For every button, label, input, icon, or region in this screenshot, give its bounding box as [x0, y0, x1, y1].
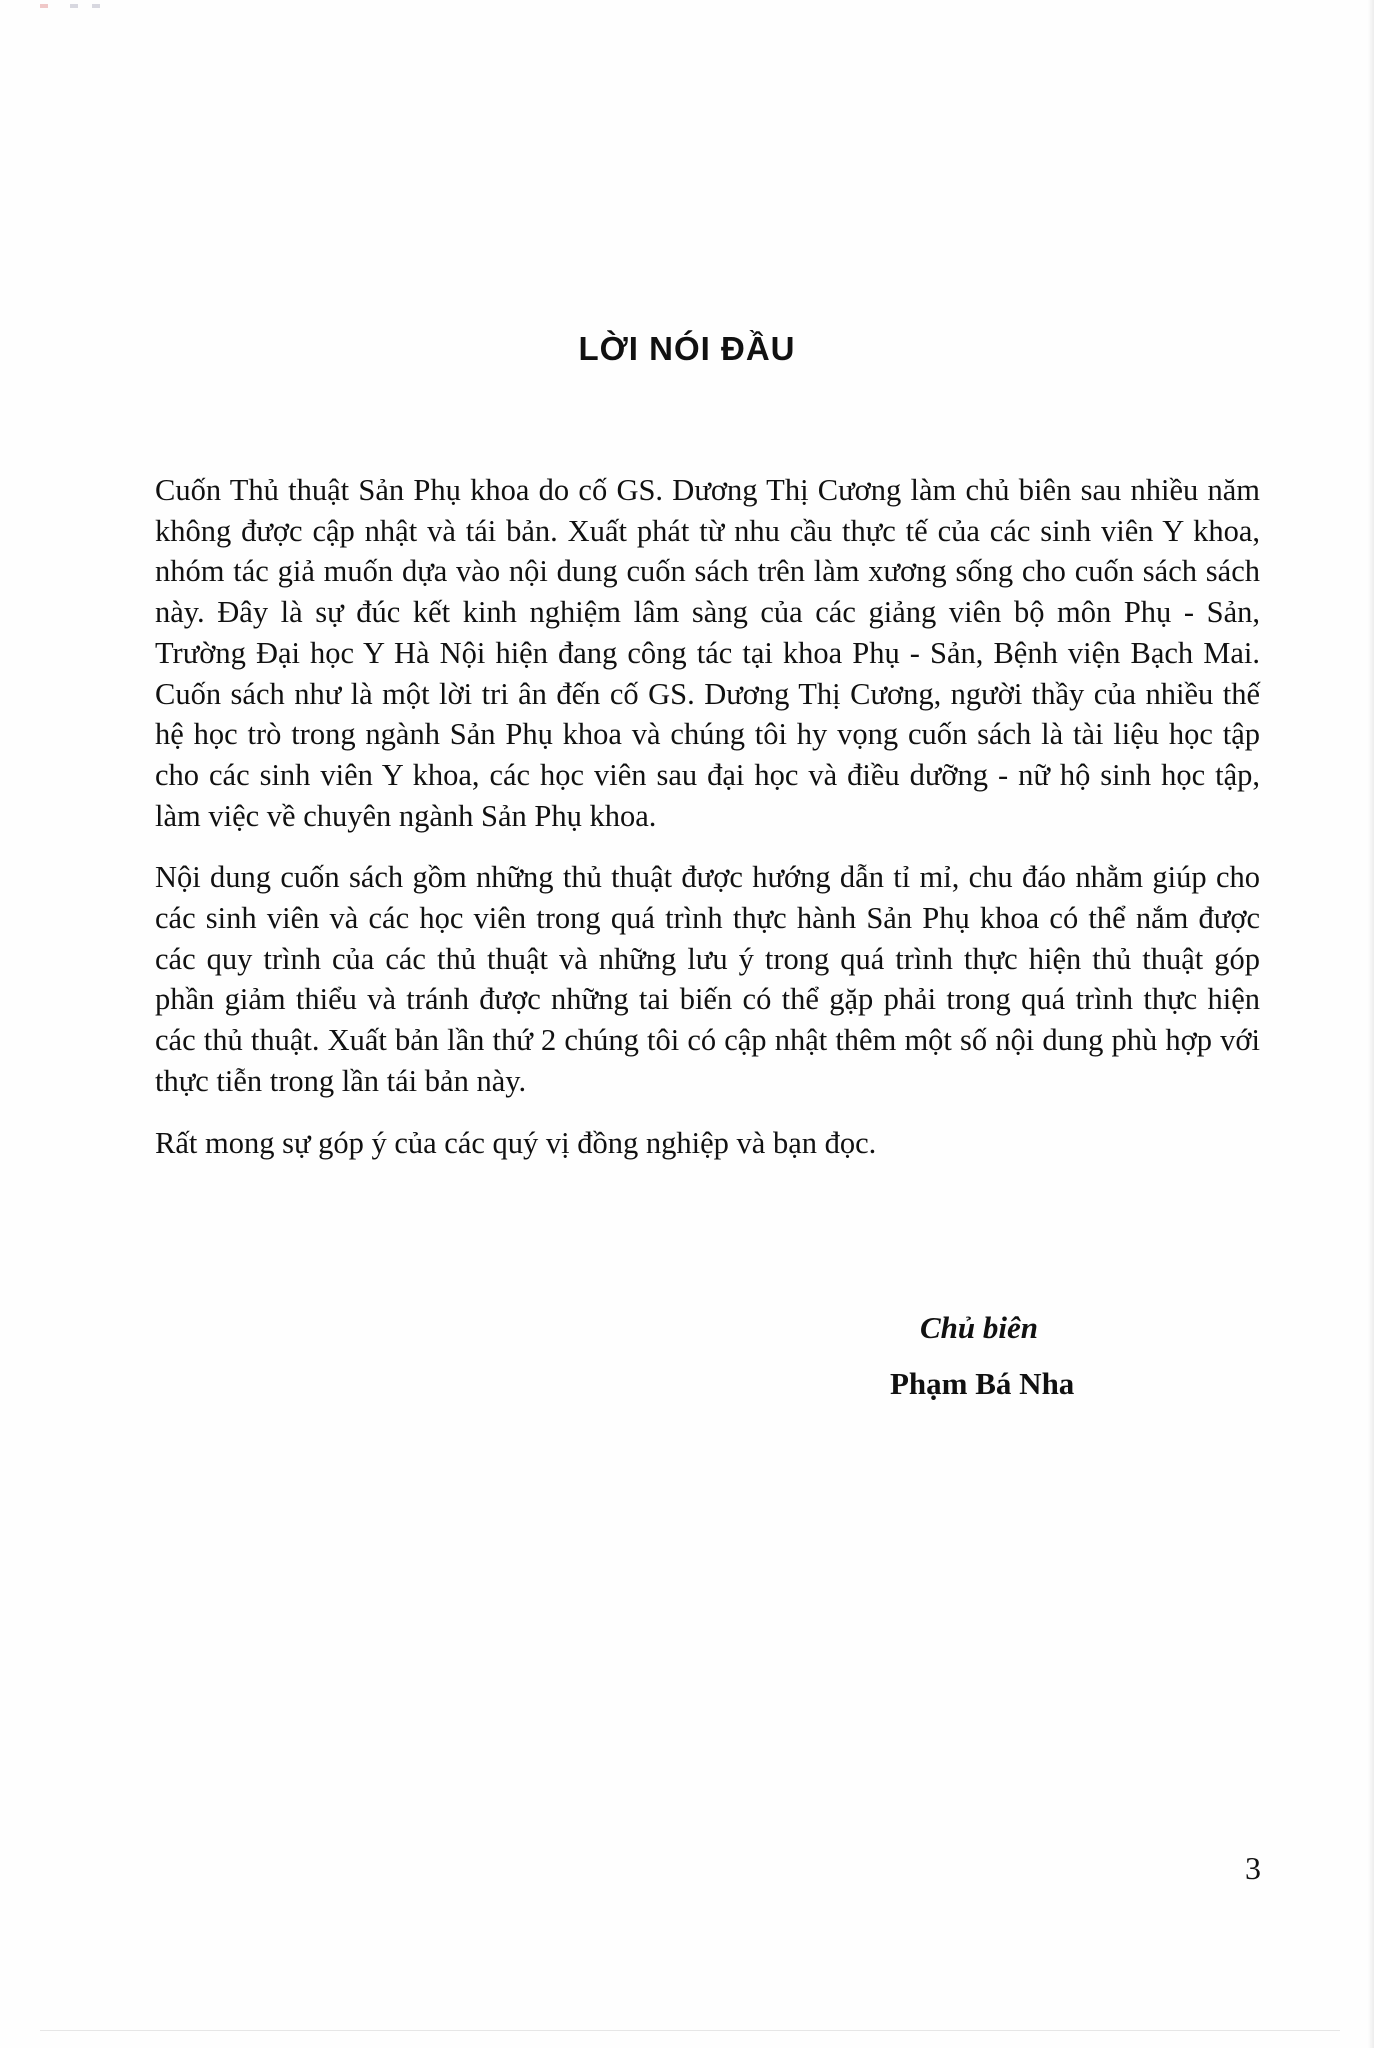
page-bottom-edge [40, 2030, 1340, 2031]
page-title: LỜI NÓI ĐẦU [578, 330, 796, 367]
page-number: 3 [1245, 1850, 1261, 1886]
editor-name: Phạm Bá Nha [890, 1366, 1075, 1401]
paragraph: Rất mong sự góp ý của các quý vị đồng nghiệp và bạn đọc. [155, 1125, 877, 1160]
preface-body [155, 470, 1260, 1184]
paragraph: Cuốn Thủ thuật Sản Phụ khoa do cố GS. Dương Thị Cương làm chủ biên sau nhiều năm không được cập nhật và tái bản. Xuất phát từ nhu cầu thực tế của các sinh viên Y khoa, nhóm tác giả muốn dựa vào nội dung cuốn sách trên làm xương sống cho cuốn sách sách này. Đây là sự đúc kết kinh nghiệm lâm sàng của các giảng viên bộ môn Phụ - Sản, Trường Đại học Y Hà Nội hiện đang công tác tại khoa Phụ - Sản, Bệnh viện Bạch Mai. Cuốn sách như là một lời tri ân đến cố GS. Dương Thị Cương, người thầy của nhiều thế hệ học trò trong ngành Sản Phụ khoa và chúng tôi hy vọng cuốn sách là tài liệu học tập cho các sinh viên Y khoa, các học viên sau đại học và điều dưỡng - nữ hộ sinh học tập, làm việc về chuyên ngành Sản Phụ khoa. [155, 473, 1260, 833]
scan-marks [40, 4, 130, 10]
paragraph: Nội dung cuốn sách gồm những thủ thuật được hướng dẫn tỉ mỉ, chu đáo nhằm giúp cho các sinh viên và các học viên trong quá trình thực hành Sản Phụ khoa có thể nắm được các quy trình của các thủ thuật và những lưu ý trong quá trình thực hiện thủ thuật góp phần giảm thiểu và tránh được những tai biến có thể gặp phải trong quá trình thực hiện các thủ thuật. Xuất bản lần thứ 2 chúng tôi có cập nhật thêm một số nội dung phù hợp với thực tiễn trong lần tái bản này. [155, 860, 1260, 1098]
page-edge [1368, 0, 1374, 2048]
editor-role: Chủ biên [920, 1310, 1039, 1345]
